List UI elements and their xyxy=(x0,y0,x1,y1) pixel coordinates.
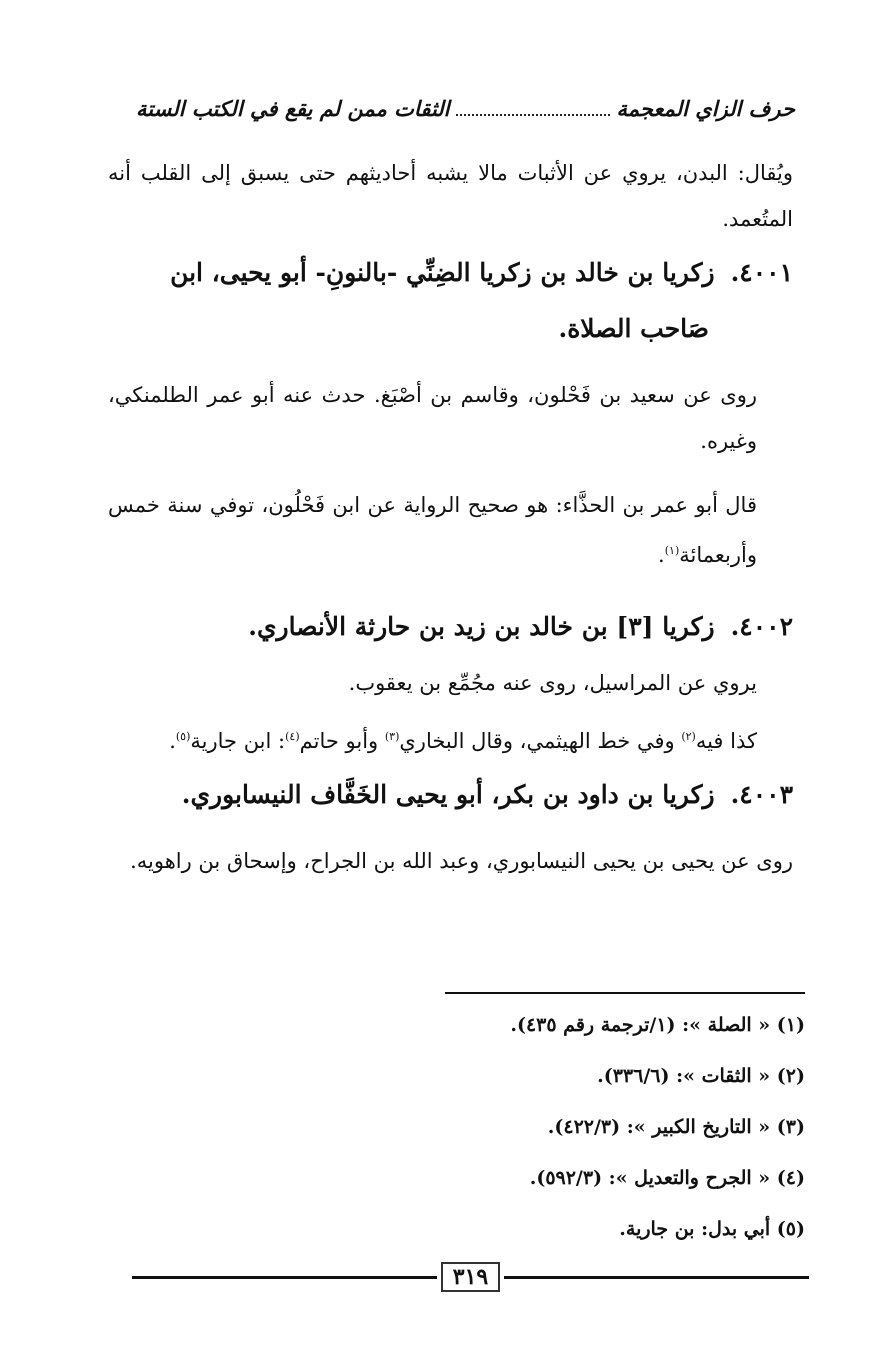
entry-4001-narrators: روى عن سعيد بن فَحْلون، وقاسم بن أصْبَغ. حدث عنه أبو عمر الطلمنكي، وغيره. xyxy=(108,383,757,453)
header-dots xyxy=(456,100,611,116)
footnote-ref: (٣) xyxy=(384,730,400,743)
paragraph-continuation: ويُقال: البدن، يروي عن الأثبات مالا يشبه أحاديثهم حتى يسبق إلى القلب أنه المتُعمد. xyxy=(108,161,793,231)
footnote-1: (١) « الصلة »: (١/ترجمة رقم ٤٣٥). xyxy=(510,1014,805,1036)
entry-4003-heading xyxy=(108,770,793,820)
footnote-ref: (١) xyxy=(664,544,680,557)
footnote-5: (٥) أبي بدل: بن جارية. xyxy=(619,1218,805,1240)
entry-4002-narrators: يروي عن المراسيل، روى عنه مجُمِّع بن يعقوب. xyxy=(348,671,757,695)
footer-rule-left xyxy=(132,1276,437,1279)
footnote-ref: (٥) xyxy=(175,730,191,743)
main-text xyxy=(108,150,793,884)
entry-4001-heading-cont: صَاحب الصلاة. xyxy=(558,314,709,343)
entry-number: ٤٠٠١. xyxy=(730,258,793,287)
page-footer xyxy=(132,1262,809,1292)
footnote-4: (٤) « الجرح والتعديل »: (٥٩٢/٣). xyxy=(529,1167,805,1189)
entry-title: زكريا [٣] بن خالد بن زيد بن حارثة الأنصاري. xyxy=(248,612,715,641)
running-header xyxy=(136,96,795,121)
entry-number: ٤٠٠٢. xyxy=(730,612,793,641)
entry-number: ٤٠٠٣. xyxy=(730,780,793,809)
header-chapter: حرف الزاي المعجمة xyxy=(616,96,795,121)
footnotes xyxy=(445,992,805,1255)
entry-4002-note: كذا فيه$^{(٢)}$ وفي خط الهيثمي، وقال البخاري$^{(٣)}$ وأبو حاتم$^{(٤)}$: ابن جارية$^{(٥)}$. xyxy=(169,729,757,753)
entry-title: زكريا بن داود بن بكر، أبو يحيى الخَفَّاف النيسابوري. xyxy=(181,780,715,809)
header-book-title: الثقات ممن لم يقع في الكتب الستة xyxy=(136,96,450,121)
entry-4001-heading xyxy=(108,248,793,298)
entry-4003-narrators: روى عن يحيى بن يحيى النيسابوري، وعبد الله بن الجراح، وإسحاق بن راهويه. xyxy=(130,849,793,873)
footnote-ref: (٤) xyxy=(285,730,300,743)
footnote-2: (٢) « الثقات »: (٣٣٦/٦). xyxy=(597,1065,805,1087)
entry-title: زكريا بن خالد بن زكريا الضِنِّي -بالنونِ- أبو يحيى، ابن xyxy=(170,258,715,287)
entry-4001-grading: قال أبو عمر بن الحذَّاء: هو صحيح الرواية عن ابن فَحْلُون، توفي سنة خمس وأربعمائة$^{(١)}$. xyxy=(108,493,757,567)
footer-rule-right xyxy=(504,1276,809,1279)
page-number: ٣١٩ xyxy=(441,1262,500,1292)
footnote-ref: (٢) xyxy=(681,730,696,743)
footnote-3: (٣) « التاريخ الكبير »: (٤٢٢/٣). xyxy=(547,1116,805,1138)
entry-4002-heading xyxy=(108,602,793,652)
